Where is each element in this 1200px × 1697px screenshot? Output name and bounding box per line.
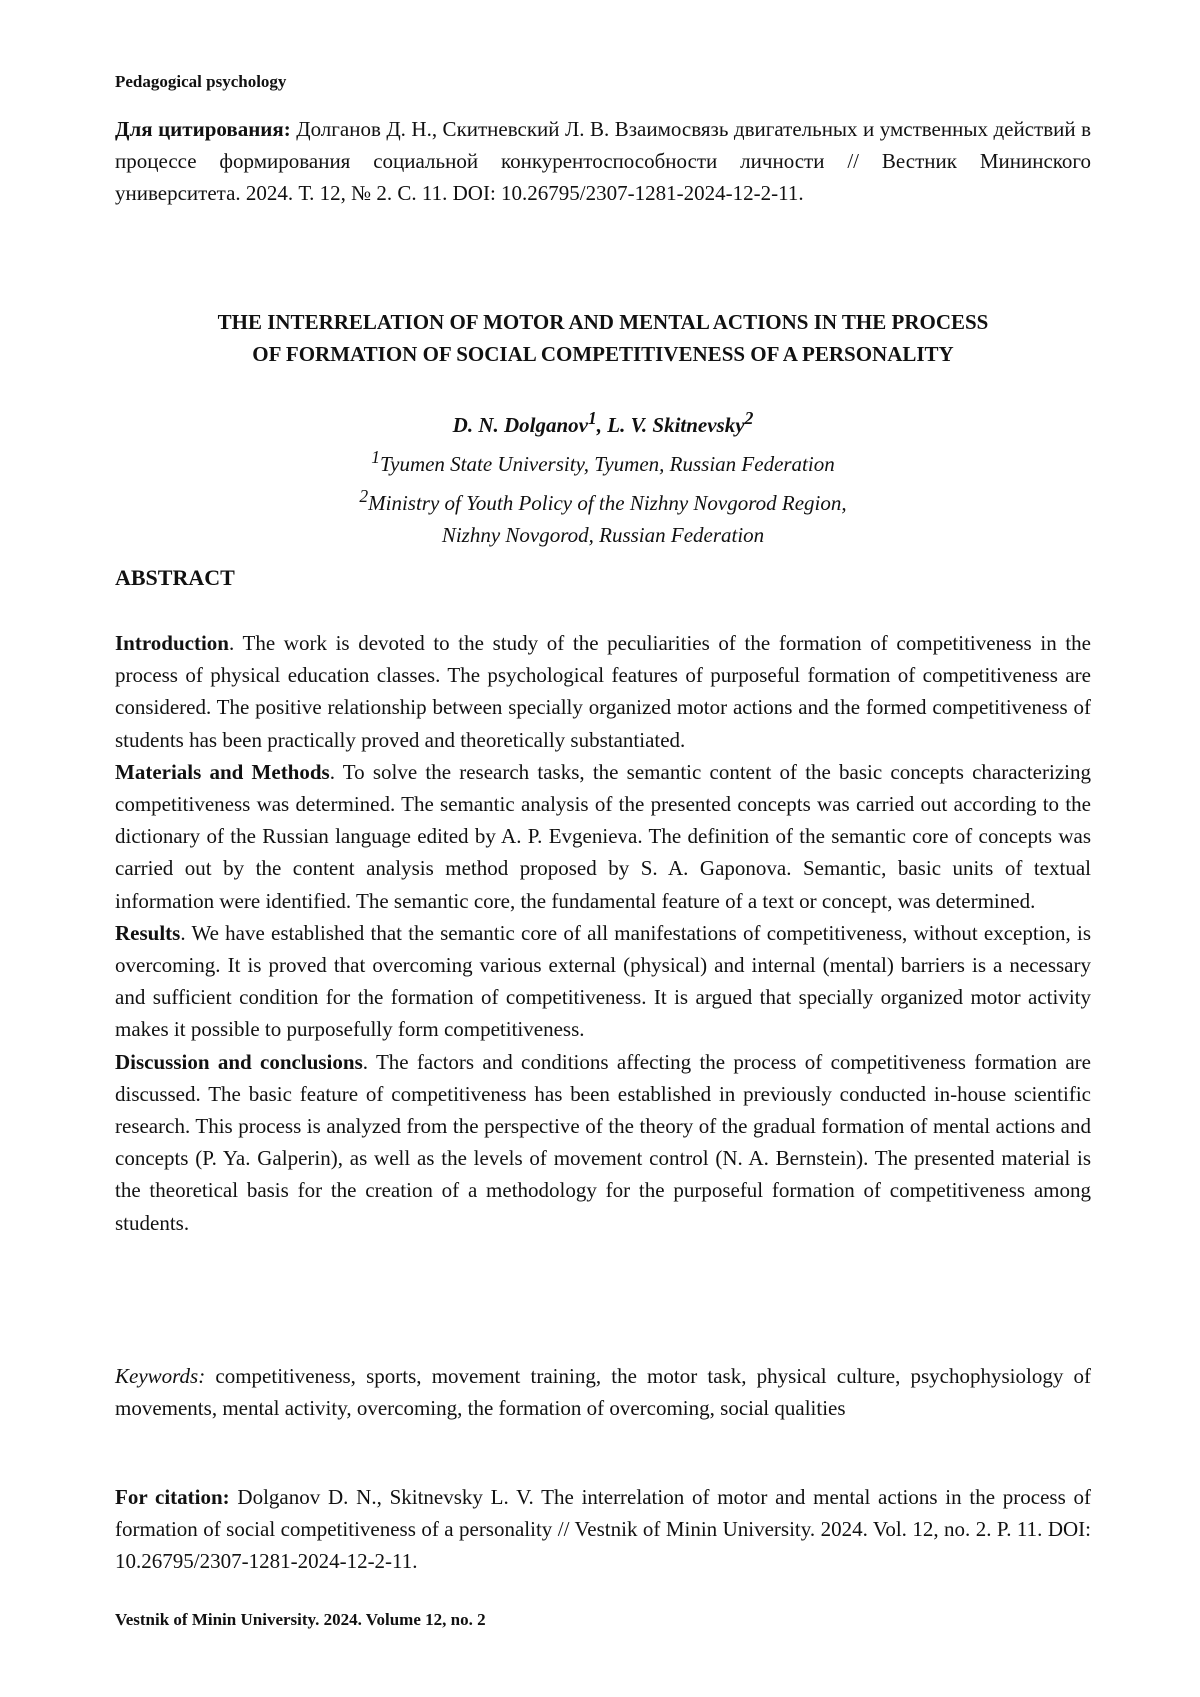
section-label: Results bbox=[115, 921, 180, 945]
citation-label: Для цитирования: bbox=[115, 117, 291, 141]
title-line: THE INTERRELATION OF MOTOR AND MENTAL ACTIONS IN THE PROCESS bbox=[115, 306, 1091, 338]
abstract-results bbox=[115, 917, 1091, 1046]
section-text: . The work is devoted to the study of the peculiarities of the formation of competitiveness in the process of physical education classes. The psychological features of purposeful formation of competitiveness are considered. The positive relationship between specially organized motor actions and the formed competitiveness of students has been practically proved and theoretically substantiated. bbox=[115, 631, 1091, 752]
running-footer: Vestnik of Minin University. 2024. Volume 12, no. 2 bbox=[115, 1610, 1091, 1630]
keywords bbox=[115, 1360, 1091, 1424]
section-text: . To solve the research tasks, the semantic content of the basic concepts characterizing competitiveness was determined. The semantic analysis of the presented concepts was carried out according to the dictionary of the Russian language edited by A. P. Evgenieva. The definition of the semantic core of concepts was carried out by the content analysis method proposed by S. A. Gaponova. Semantic, basic units of textual information were identified. The semantic core, the fundamental feature of a text or concept, was determined. bbox=[115, 760, 1091, 913]
abstract-heading: ABSTRACT bbox=[115, 565, 1091, 591]
citation-russian bbox=[115, 113, 1091, 210]
affiliation-2-text: Ministry of Youth Policy of the Nizhny Novgorod Region, bbox=[368, 491, 847, 515]
abstract-introduction bbox=[115, 627, 1091, 756]
section-text: . We have established that the semantic core of all manifestations of competitiveness, without exception, is overcoming. It is proved that overcoming various external (physical) and internal (mental) barriers is a necessary and sufficient condition for the formation of competitiveness. It is argued that specially organized motor activity makes it possible to purposefully form competitiveness. bbox=[115, 921, 1091, 1042]
author-1: D. N. Dolganov bbox=[453, 413, 588, 437]
affiliation-2-sup: 2 bbox=[359, 486, 368, 506]
citation-english bbox=[115, 1481, 1091, 1578]
citation-text: Dolganov D. N., Skitnevsky L. V. The interrelation of motor and mental actions in the process of formation of social competitiveness of a personality // Vestnik of Minin University. 2024. Vol. 12, no. 2. P. 11. DOI: 10.26795/2307-1281-2024-12-2-11. bbox=[115, 1485, 1091, 1573]
section-text: . The factors and conditions affecting the process of competitiveness formation are discussed. The basic feature of competitiveness has been established in previously conducted in-house scientific research. This process is analyzed from the perspective of the theory of the gradual formation of mental actions and concepts (P. Ya. Galperin), as well as the levels of movement control (N. A. Bernstein). The presented material is the theoretical basis for the creation of a methodology for the purposeful formation of competitiveness among students. bbox=[115, 1050, 1091, 1235]
affiliation-1-text: Tyumen State University, Tyumen, Russian Federation bbox=[380, 452, 835, 476]
abstract-body bbox=[115, 627, 1091, 1239]
section-label: Materials and Methods bbox=[115, 760, 330, 784]
affiliation-1 bbox=[115, 441, 1091, 480]
author-separator: , bbox=[597, 413, 608, 437]
author-1-sup: 1 bbox=[588, 408, 597, 428]
abstract-discussion bbox=[115, 1046, 1091, 1239]
abstract-methods bbox=[115, 756, 1091, 917]
citation-label: For citation: bbox=[115, 1485, 230, 1509]
section-label: Introduction bbox=[115, 631, 229, 655]
affiliation-2-line2: Nizhny Novgorod, Russian Federation bbox=[115, 519, 1091, 551]
author-2: L. V. Skitnevsky bbox=[607, 413, 744, 437]
author-names bbox=[115, 402, 1091, 441]
authors-block bbox=[115, 402, 1091, 551]
affiliation-2 bbox=[115, 480, 1091, 519]
author-2-sup: 2 bbox=[745, 408, 754, 428]
citation-text: Долганов Д. Н., Скитневский Л. В. Взаимосвязь двигательных и умственных действий в процессе формирования социальной конкурентоспособности личности // Вестник Мининского университета. 2024. Т. 12, № 2. С. 11. DOI: 10.26795/2307-1281-2024-12-2-11. bbox=[115, 117, 1091, 205]
title-line: OF FORMATION OF SOCIAL COMPETITIVENESS OF A PERSONALITY bbox=[115, 338, 1091, 370]
keywords-label: Keywords: bbox=[115, 1364, 205, 1388]
section-label: Discussion and conclusions bbox=[115, 1050, 363, 1074]
article-title bbox=[115, 306, 1091, 370]
running-header: Pedagogical psychology bbox=[115, 72, 1091, 92]
keywords-text: competitiveness, sports, movement training, the motor task, physical culture, psychophysiology of movements, mental activity, overcoming, the formation of overcoming, social qualities bbox=[115, 1364, 1091, 1420]
affiliation-1-sup: 1 bbox=[371, 447, 380, 467]
